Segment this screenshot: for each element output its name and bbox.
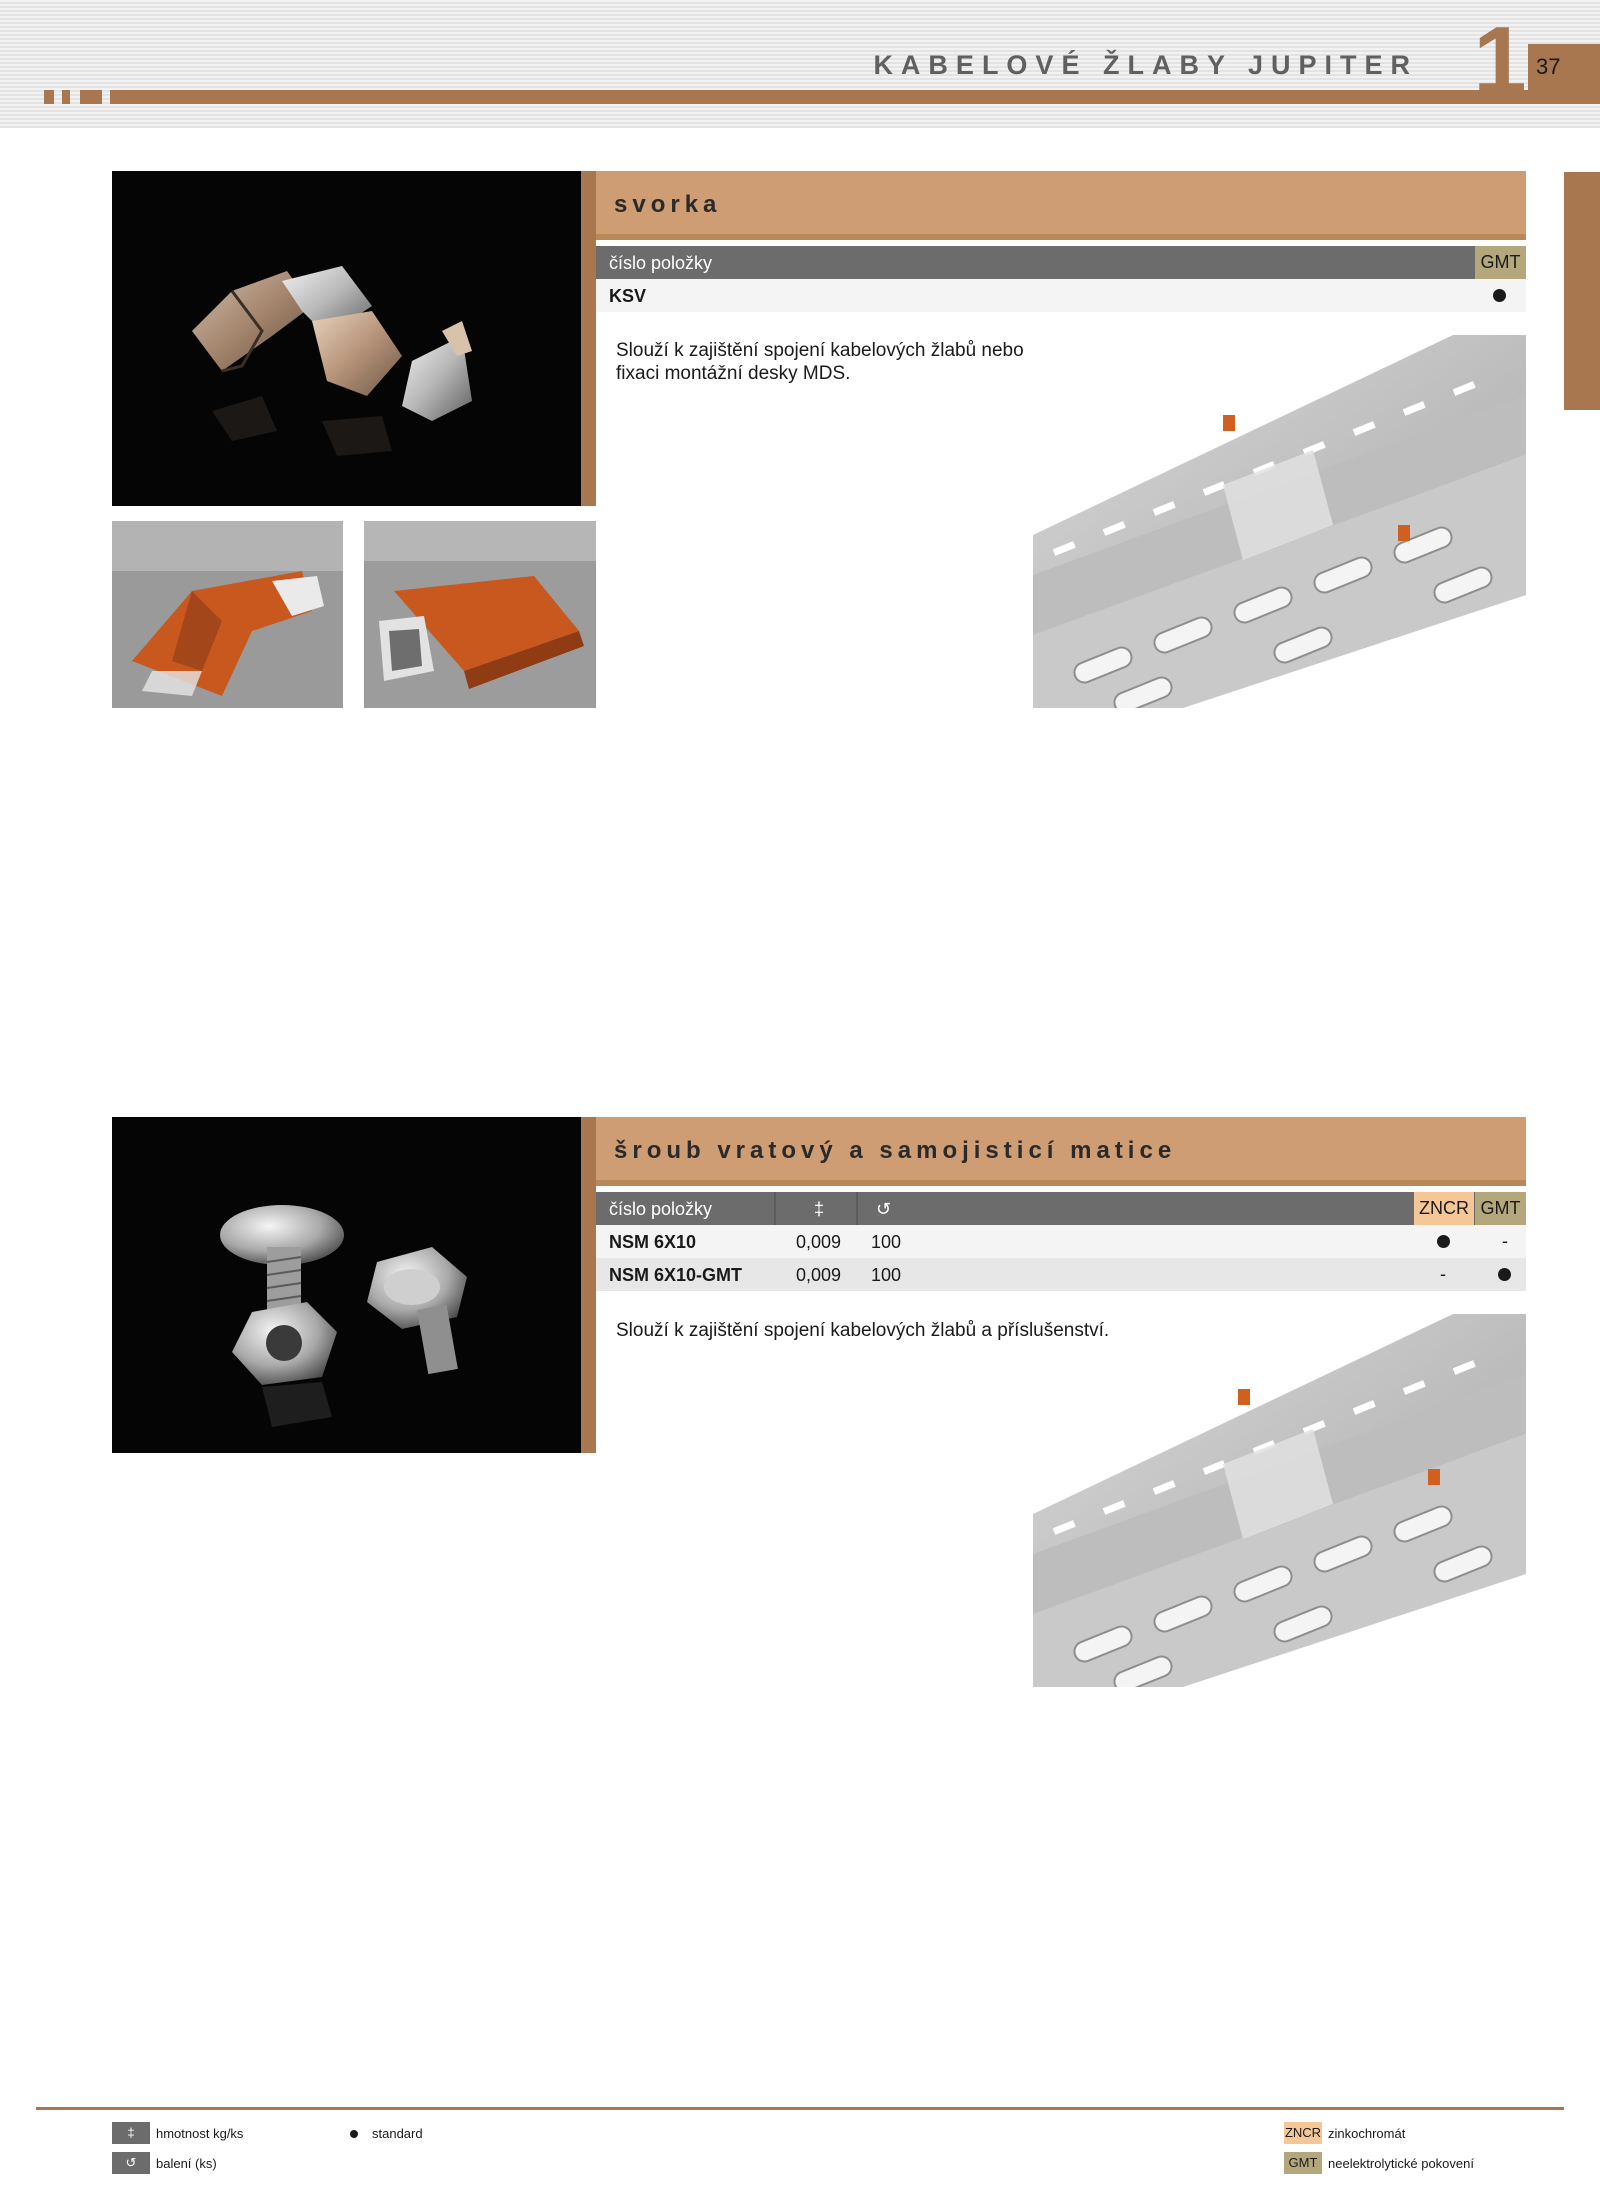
legend-zncr-badge: ZNCR: [1284, 2122, 1322, 2144]
chapter-number: 1: [1473, 7, 1527, 114]
orange-clip-illustration-1: [112, 521, 343, 708]
product-title-bar-sroub: [596, 1117, 1526, 1186]
item-code: NSM 6X10: [609, 1232, 697, 1252]
table-row: [596, 1258, 1526, 1291]
column-gmt-badge: GMT: [1475, 246, 1526, 279]
cable-tray-illustration-1: [1033, 335, 1526, 708]
item-code: NSM 6X10-GMT: [609, 1265, 743, 1285]
column-separator: [856, 1192, 858, 1225]
footer-rule: [36, 2107, 1564, 2110]
product-title-bar-svorka: [596, 171, 1526, 240]
page-number: 37: [1536, 54, 1561, 79]
header-rule: [110, 90, 1600, 104]
item-pack: 100: [871, 1265, 902, 1285]
product-title: svorka: [614, 191, 722, 218]
item-pack: 100: [871, 1232, 902, 1252]
legend-zncr-label: zinkochromát: [1328, 2126, 1406, 2141]
legend-gmt-label: neelektrolytické pokovení: [1328, 2156, 1474, 2171]
table-row: [596, 279, 1526, 312]
cable-tray-svg-2: [1033, 1314, 1526, 1687]
item-weight: 0,009: [796, 1232, 842, 1252]
page-number-box: [1528, 44, 1600, 90]
item-weight: 0,009: [796, 1265, 842, 1285]
packaging-icon: ↺: [876, 1199, 892, 1219]
legend-standard-label: standard: [372, 2126, 423, 2141]
orange-clip-illustration-2: [364, 521, 596, 708]
product-description: Slouží k zajištění spojení kabelových žlabů a příslušenství.: [616, 1320, 1110, 1341]
gmt-standard-dot: [1498, 1268, 1511, 1281]
cable-tray-illustration-2: [1033, 1314, 1526, 1687]
table-header-row: [596, 246, 1526, 279]
legend-pack-icon: ↺: [112, 2152, 150, 2174]
photo-accent-edge: [581, 1117, 596, 1453]
product-description: Slouží k zajištění spojení kabelových žlabů nebo fixaci montážní desky MDS.: [616, 340, 1024, 384]
chapter-side-tab: [1564, 172, 1600, 410]
product-detail-photo-2: [364, 521, 596, 708]
header-title: KABELOVÉ ŽLABY JUPITER: [873, 50, 1418, 80]
table-row: [596, 1225, 1526, 1258]
zncr-standard-dot: [1437, 1235, 1450, 1248]
gmt-unavailable: -: [1502, 1231, 1508, 1251]
weight-icon: ‡: [814, 1199, 825, 1219]
legend-weight-label: hmotnost kg/ks: [156, 2126, 244, 2141]
clips-photo-illustration: [112, 171, 581, 506]
product-detail-photo-1: [112, 521, 343, 708]
legend-weight-icon: ‡: [112, 2122, 150, 2144]
product-title: šroub vratový a samojisticí matice: [614, 1137, 1177, 1164]
product-photo-svorka: [112, 171, 581, 506]
legend-pack-label: balení (ks): [156, 2156, 217, 2171]
zncr-unavailable: -: [1440, 1264, 1446, 1284]
product-photo-sroub: [112, 1117, 581, 1453]
legend-standard-dot: [350, 2130, 358, 2138]
gmt-standard-dot: [1493, 289, 1506, 302]
photo-accent-edge: [581, 171, 596, 506]
column-item-number: číslo položky: [609, 1199, 713, 1219]
item-code: KSV: [609, 286, 647, 306]
column-item-number: číslo položky: [609, 253, 713, 273]
bolts-photo-illustration: [112, 1117, 581, 1453]
cable-tray-svg-1: [1033, 335, 1526, 708]
column-separator: [774, 1192, 776, 1225]
column-zncr-badge: ZNCR: [1414, 1192, 1474, 1225]
column-gmt-badge: GMT: [1475, 1192, 1526, 1225]
table-header-row: [596, 1192, 1526, 1225]
legend-gmt-badge: GMT: [1284, 2152, 1322, 2174]
